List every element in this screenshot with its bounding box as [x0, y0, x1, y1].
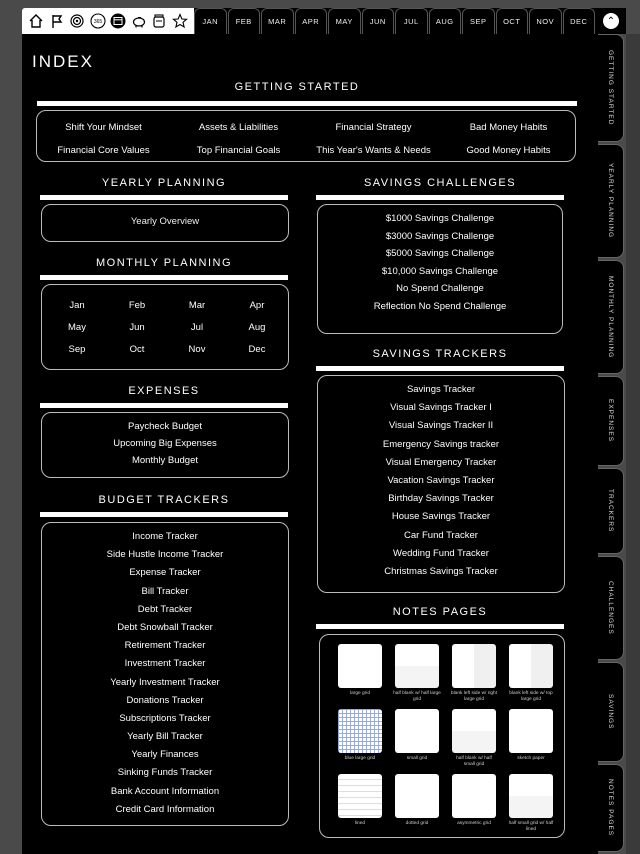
- piggy-bank-icon[interactable]: [130, 12, 148, 30]
- note-thumbnail: [452, 709, 496, 753]
- side-tab-monthly-planning[interactable]: [598, 260, 624, 374]
- note-label: half small grid w/ half lined: [508, 821, 554, 832]
- side-tab-savings[interactable]: [598, 662, 624, 762]
- month-tabs: [194, 8, 596, 34]
- side-tab-label: SAVINGS: [607, 694, 614, 730]
- link-financial-strategy[interactable]: Financial Strategy: [335, 122, 412, 133]
- note-label: sketch paper: [517, 756, 545, 761]
- note-label: asymmetric grid: [457, 821, 491, 826]
- monthly-links: [47, 294, 287, 360]
- link-month-mar[interactable]: Mar: [188, 299, 206, 311]
- link-expense-tracker[interactable]: Expense Tracker: [129, 567, 201, 579]
- link-month-jul[interactable]: Jul: [190, 321, 204, 333]
- notes-pages-heading: NOTES PAGES: [392, 606, 488, 618]
- link-5000-savings-challenge[interactable]: $5000 Savings Challenge: [385, 248, 495, 259]
- link-income-tracker[interactable]: Income Tracker: [132, 531, 198, 542]
- section-divider: [40, 275, 288, 280]
- link-visual-savings-tracker-1[interactable]: Visual Savings Tracker I: [390, 402, 492, 414]
- month-tab-oct[interactable]: OCT: [496, 8, 529, 34]
- note-label: half blank w/ half small grid: [456, 756, 492, 767]
- yearly-planning-heading: YEARLY PLANNING: [101, 177, 227, 189]
- note-thumbnail: [395, 774, 439, 818]
- note-asymmetric-grid[interactable]: [450, 774, 498, 833]
- quick-icons: [22, 8, 194, 34]
- side-tab-label: YEARLY PLANNING: [607, 163, 614, 239]
- note-large-grid[interactable]: [336, 644, 384, 703]
- note-label: blue large grid: [344, 756, 376, 761]
- month-tab-jan[interactable]: JAN: [194, 8, 227, 34]
- link-month-apr[interactable]: Apr: [249, 299, 265, 311]
- calendar-icon[interactable]: [109, 12, 127, 30]
- note-thumbnail: [452, 774, 496, 818]
- month-tab-apr[interactable]: APR: [295, 8, 328, 34]
- expenses-heading: EXPENSES: [128, 385, 200, 397]
- link-subscriptions-tracker[interactable]: Subscriptions Tracker: [119, 712, 211, 724]
- budget-trackers-links: [41, 531, 289, 815]
- note-label: lined: [354, 821, 366, 826]
- note-thumbnail: [509, 774, 553, 818]
- link-month-sep[interactable]: Sep: [68, 343, 86, 355]
- link-emergency-savings-tracker[interactable]: Emergency Savings tracker: [382, 438, 500, 450]
- note-half-blank-large-grid[interactable]: [393, 644, 441, 703]
- jar-icon[interactable]: [150, 12, 168, 30]
- link-month-jun[interactable]: Jun: [129, 321, 145, 333]
- note-thumbnail: [509, 709, 553, 753]
- link-debt-snowball-tracker[interactable]: Debt Snowball Tracker: [117, 621, 213, 633]
- savings-challenges-heading: SAVINGS CHALLENGES: [363, 177, 517, 189]
- note-label: small grid: [406, 756, 428, 761]
- expenses-links: [41, 421, 289, 466]
- chevron-up-icon: ⌃: [603, 13, 619, 29]
- side-tab-label: EXPENSES: [607, 399, 614, 443]
- link-side-hustle-income-tracker[interactable]: Side Hustle Income Tracker: [106, 549, 224, 561]
- note-dotted-grid[interactable]: [393, 774, 441, 833]
- side-tab-challenges[interactable]: [598, 556, 624, 660]
- side-tab-label: MONTHLY PLANNING: [607, 275, 614, 359]
- month-tab-may[interactable]: MAY: [328, 8, 361, 34]
- note-label: dotted grid: [405, 821, 429, 826]
- link-credit-card-information[interactable]: Credit Card Information: [115, 803, 215, 815]
- link-month-feb[interactable]: Feb: [128, 299, 146, 311]
- month-tab-nov[interactable]: NOV: [529, 8, 562, 34]
- note-thumbnail: [395, 709, 439, 753]
- note-half-small-grid-lined[interactable]: [507, 774, 555, 833]
- link-yearly-bill-tracker[interactable]: Yearly Bill Tracker: [127, 731, 203, 743]
- link-birthday-savings-tracker[interactable]: Birthday Savings Tracker: [388, 493, 494, 505]
- page-title: INDEX: [32, 52, 94, 71]
- note-label: half blank w/ half large grid: [393, 691, 441, 702]
- month-tab-jun[interactable]: JUN: [362, 8, 395, 34]
- link-sinking-funds-tracker[interactable]: Sinking Funds Tracker: [117, 767, 213, 779]
- side-tab-yearly-planning[interactable]: [598, 144, 624, 258]
- note-sketch-paper[interactable]: [507, 709, 555, 768]
- link-yearly-overview[interactable]: Yearly Overview: [130, 216, 200, 227]
- link-month-aug[interactable]: Aug: [248, 321, 266, 333]
- side-tab-label: CHALLENGES: [607, 581, 614, 635]
- savings-trackers-links: [317, 384, 565, 577]
- note-blank-left-top-grid[interactable]: [507, 644, 555, 703]
- top-navigation: [22, 8, 626, 34]
- note-label: blank left side w/ right large grid: [450, 691, 498, 702]
- link-1000-savings-challenge[interactable]: $1000 Savings Challenge: [385, 213, 495, 224]
- link-retirement-tracker[interactable]: Retirement Tracker: [124, 640, 206, 652]
- home-icon[interactable]: [27, 12, 45, 30]
- getting-started-links: [36, 116, 576, 162]
- link-top-financial-goals[interactable]: Top Financial Goals: [196, 145, 281, 156]
- link-month-nov[interactable]: Nov: [188, 343, 206, 355]
- side-tab-label: TRACKERS: [607, 489, 614, 533]
- budget-trackers-heading: BUDGET TRACKERS: [98, 494, 230, 506]
- side-tab-label: NOTES PAGES: [607, 779, 614, 837]
- side-tab-getting-started[interactable]: [598, 34, 624, 142]
- month-tab-mar[interactable]: MAR: [261, 8, 294, 34]
- getting-started-heading: GETTING STARTED: [234, 81, 360, 93]
- side-tab-label: GETTING STARTED: [607, 50, 614, 126]
- link-financial-core-values[interactable]: Financial Core Values: [57, 145, 150, 156]
- note-label: blank left side w/ top large grid: [509, 691, 553, 702]
- link-car-fund-tracker[interactable]: Car Fund Tracker: [404, 529, 478, 541]
- note-thumbnail: [338, 709, 382, 753]
- section-divider: [37, 101, 577, 106]
- link-month-jan[interactable]: Jan: [69, 299, 85, 311]
- notes-grid: [336, 644, 564, 833]
- link-month-dec[interactable]: Dec: [248, 343, 266, 355]
- link-bank-account-information[interactable]: Bank Account Information: [110, 785, 220, 797]
- month-tab-feb[interactable]: FEB: [228, 8, 261, 34]
- link-visual-emergency-tracker[interactable]: Visual Emergency Tracker: [385, 456, 497, 468]
- note-thumbnail: [509, 644, 553, 688]
- link-good-money-habits[interactable]: Good Money Habits: [466, 145, 551, 156]
- side-tab-notes-pages[interactable]: [598, 764, 624, 852]
- link-christmas-savings-tracker[interactable]: Christmas Savings Tracker: [384, 565, 498, 577]
- link-shift-your-mindset[interactable]: Shift Your Mindset: [65, 122, 142, 133]
- side-tab-trackers[interactable]: [598, 468, 624, 554]
- link-yearly-investment-tracker[interactable]: Yearly Investment Tracker: [110, 676, 220, 688]
- note-lined[interactable]: [336, 774, 384, 833]
- section-side-tabs: [598, 34, 626, 854]
- link-savings-tracker[interactable]: Savings Tracker: [406, 384, 476, 395]
- note-small-grid[interactable]: [393, 709, 441, 768]
- link-3000-savings-challenge[interactable]: $3000 Savings Challenge: [385, 230, 495, 242]
- section-divider: [316, 624, 564, 629]
- note-thumbnail: [395, 644, 439, 688]
- month-tab-dec[interactable]: DEC: [563, 8, 596, 34]
- note-thumbnail: [338, 774, 382, 818]
- month-tab-jul[interactable]: JUL: [395, 8, 428, 34]
- star-icon[interactable]: [171, 12, 189, 30]
- target-icon[interactable]: [68, 12, 86, 30]
- link-visual-savings-tracker-2[interactable]: Visual Savings Tracker II: [388, 420, 494, 432]
- note-label: large grid: [350, 691, 370, 696]
- section-divider: [40, 195, 288, 200]
- background-edge: [626, 34, 640, 854]
- section-divider: [316, 366, 564, 371]
- index-home-button[interactable]: [596, 8, 626, 34]
- section-divider: [40, 403, 288, 408]
- side-tab-expenses[interactable]: [598, 376, 624, 466]
- note-blank-left-right-grid[interactable]: [450, 644, 498, 703]
- savings-challenges-links: [317, 213, 563, 312]
- link-bill-tracker[interactable]: Bill Tracker: [141, 585, 189, 597]
- link-wedding-fund-tracker[interactable]: Wedding Fund Tracker: [393, 547, 489, 559]
- link-month-may[interactable]: May: [68, 321, 86, 333]
- link-donations-tracker[interactable]: Donations Tracker: [126, 694, 204, 706]
- section-divider: [316, 195, 564, 200]
- link-yearly-finances[interactable]: Yearly Finances: [131, 749, 199, 761]
- flag-icon[interactable]: [48, 12, 66, 30]
- link-paycheck-budget[interactable]: Paycheck Budget: [128, 421, 202, 432]
- link-assets-liabilities[interactable]: Assets & Liabilities: [198, 122, 279, 133]
- 365-icon-text: 365: [93, 19, 102, 25]
- month-tab-sep[interactable]: SEP: [462, 8, 495, 34]
- link-10000-savings-challenge[interactable]: $10,000 Savings Challenge: [381, 265, 499, 277]
- link-wants-needs[interactable]: This Year's Wants & Needs: [316, 145, 431, 156]
- link-investment-tracker[interactable]: Investment Tracker: [124, 658, 206, 670]
- link-house-savings-tracker[interactable]: House Savings Tracker: [391, 511, 491, 523]
- section-divider: [40, 512, 288, 517]
- link-vacation-savings-tracker[interactable]: Vacation Savings Tracker: [387, 474, 495, 486]
- notes-pages-area: [328, 638, 564, 834]
- link-reflection-no-spend-challenge[interactable]: Reflection No Spend Challenge: [373, 300, 507, 312]
- link-debt-tracker[interactable]: Debt Tracker: [137, 603, 193, 615]
- savings-trackers-heading: SAVINGS TRACKERS: [372, 348, 508, 360]
- note-thumbnail: [452, 644, 496, 688]
- link-month-oct[interactable]: Oct: [129, 343, 145, 355]
- link-bad-money-habits[interactable]: Bad Money Habits: [469, 122, 548, 133]
- month-tab-aug[interactable]: AUG: [429, 8, 462, 34]
- note-half-blank-small-grid[interactable]: [450, 709, 498, 768]
- note-thumbnail: [338, 644, 382, 688]
- note-blue-large-grid[interactable]: [336, 709, 384, 768]
- link-monthly-budget[interactable]: Monthly Budget: [131, 455, 198, 466]
- link-no-spend-challenge[interactable]: No Spend Challenge: [396, 283, 484, 294]
- link-upcoming-big-expenses[interactable]: Upcoming Big Expenses: [113, 438, 217, 449]
- 365-icon[interactable]: [89, 12, 107, 30]
- index-page: [22, 34, 598, 854]
- monthly-planning-heading: MONTHLY PLANNING: [95, 257, 233, 269]
